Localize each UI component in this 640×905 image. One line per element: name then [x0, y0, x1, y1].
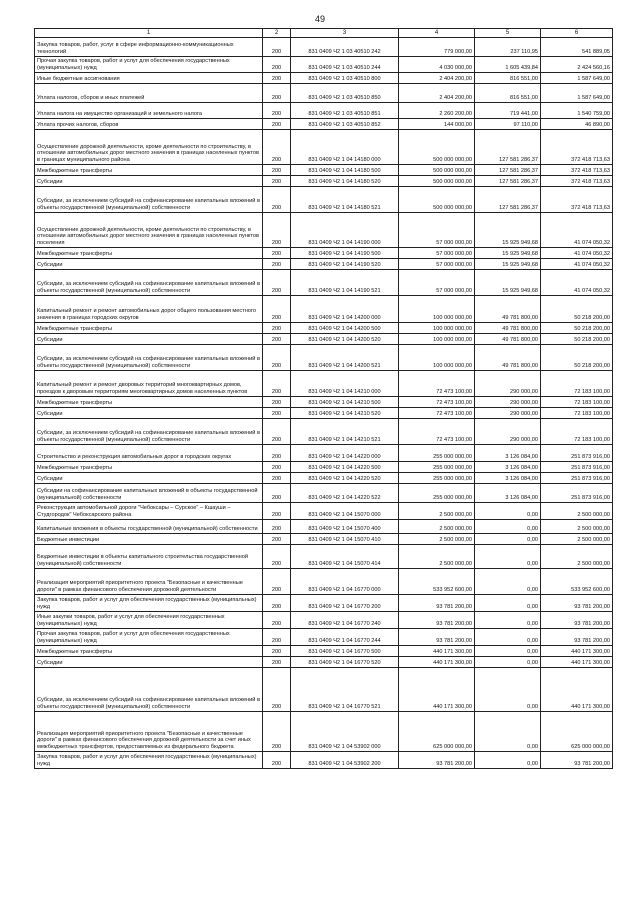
row-executed-amount-cell: 3 126 084,00	[475, 461, 541, 472]
row-line-code-cell: 200	[263, 472, 291, 483]
row-executed-amount-cell: 0,00	[475, 611, 541, 628]
row-line-code-cell: 200	[263, 164, 291, 175]
row-name-cell: Субсидии	[35, 656, 263, 667]
row-executed-amount-cell: 1 605 439,84	[475, 56, 541, 72]
row-unexecuted-amount-cell: 251 873 916,00	[541, 472, 613, 483]
row-executed-amount-cell: 719 441,00	[475, 102, 541, 118]
row-name-cell: Уплата налога на имущество организаций и земельного налога	[35, 102, 263, 118]
row-approved-amount-cell: 4 030 000,00	[399, 56, 475, 72]
row-unexecuted-amount-cell: 2 500 000,00	[541, 544, 613, 568]
table-row	[35, 322, 613, 333]
row-classification-code-cell: 831 0409 Ч2 1 04 16770 520	[291, 656, 399, 667]
row-approved-amount-cell: 500 000 000,00	[399, 129, 475, 164]
row-name-cell: Субсидии	[35, 258, 263, 269]
row-line-code-cell: 200	[263, 568, 291, 594]
row-approved-amount-cell: 440 171 300,00	[399, 656, 475, 667]
row-line-code-cell: 200	[263, 656, 291, 667]
row-name-cell: Межбюджетные трансферты	[35, 322, 263, 333]
row-executed-amount-cell: 127 581 286,37	[475, 164, 541, 175]
row-name-cell: Капитальные вложения в объекты государственной (муниципальной) собственности	[35, 519, 263, 533]
row-executed-amount-cell: 0,00	[475, 667, 541, 711]
row-name-cell: Межбюджетные трансферты	[35, 645, 263, 656]
row-approved-amount-cell: 625 000 000,00	[399, 711, 475, 751]
row-classification-code-cell: 831 0409 Ч2 1 04 16770 240	[291, 611, 399, 628]
row-approved-amount-cell: 500 000 000,00	[399, 164, 475, 175]
row-classification-code-cell: 831 0409 Ч2 1 04 14190 500	[291, 247, 399, 258]
row-executed-amount-cell: 15 925 949,68	[475, 258, 541, 269]
row-executed-amount-cell: 3 126 084,00	[475, 444, 541, 461]
row-line-code-cell: 200	[263, 186, 291, 212]
row-approved-amount-cell: 93 781 200,00	[399, 628, 475, 645]
table-row	[35, 628, 613, 645]
row-name-cell: Осуществление дорожной деятельности, кроме деятельности по строительству, в отношении автомобильных дорог местного значения в границах населенных пунктов в границах муниципального района	[35, 129, 263, 164]
row-classification-code-cell: 831 0409 Ч2 1 04 14180 500	[291, 164, 399, 175]
row-executed-amount-cell: 0,00	[475, 711, 541, 751]
row-line-code-cell: 200	[263, 129, 291, 164]
row-name-cell: Уплата налогов, сборов и иных платежей	[35, 83, 263, 102]
row-unexecuted-amount-cell: 372 418 713,63	[541, 129, 613, 164]
row-approved-amount-cell: 2 404 200,00	[399, 83, 475, 102]
row-unexecuted-amount-cell: 93 781 200,00	[541, 751, 613, 768]
row-unexecuted-amount-cell: 372 418 713,63	[541, 175, 613, 186]
table-row	[35, 533, 613, 544]
row-name-cell: Закупка товаров, работ и услуг для обеспечения государственных (муниципальных) нужд	[35, 594, 263, 611]
row-name-cell: Реализация мероприятий приоритетного проекта "Безопасные и качественные дороги" в рамках финансового обеспечения дорожной деятельности	[35, 568, 263, 594]
row-name-cell: Межбюджетные трансферты	[35, 247, 263, 258]
row-name-cell: Капитальный ремонт и ремонт автомобильных дорог общего пользования местного значения в границах городских округов	[35, 295, 263, 322]
table-row	[35, 407, 613, 418]
row-name-cell: Субсидии на софинансирование капитальных вложений в объекты государственной (муниципальной) собственности	[35, 483, 263, 502]
row-name-cell: Закупка товаров, работ и услуг для обеспечения государственных (муниципальных) нужд	[35, 751, 263, 768]
row-line-code-cell: 200	[263, 418, 291, 444]
row-executed-amount-cell: 3 126 084,00	[475, 483, 541, 502]
row-executed-amount-cell: 816 551,00	[475, 83, 541, 102]
row-executed-amount-cell: 127 581 286,37	[475, 175, 541, 186]
row-unexecuted-amount-cell: 41 074 050,32	[541, 212, 613, 247]
row-classification-code-cell: 831 0409 Ч2 1 04 15070 414	[291, 544, 399, 568]
row-name-cell: Уплата прочих налогов, сборов	[35, 118, 263, 129]
row-classification-code-cell: 831 0409 Ч2 1 04 14220 500	[291, 461, 399, 472]
row-unexecuted-amount-cell: 50 218 200,00	[541, 322, 613, 333]
row-line-code-cell: 200	[263, 295, 291, 322]
row-name-cell: Закупка товаров, работ, услуг в сфере информационно-коммуникационных технологий	[35, 37, 263, 56]
row-name-cell: Иные бюджетные ассигнования	[35, 72, 263, 83]
row-approved-amount-cell: 2 500 000,00	[399, 519, 475, 533]
row-classification-code-cell: 831 0409 Ч2 1 04 14220 520	[291, 472, 399, 483]
row-classification-code-cell: 831 0409 Ч2 1 04 14210 500	[291, 396, 399, 407]
row-approved-amount-cell: 57 000 000,00	[399, 258, 475, 269]
row-line-code-cell: 200	[263, 544, 291, 568]
table-row	[35, 247, 613, 258]
row-approved-amount-cell: 2 500 000,00	[399, 544, 475, 568]
row-name-cell: Капитальный ремонт и ремонт дворовых территорий многоквартирных домов, проездов к дворовым территориям многоквартирных домов населенных пунктов	[35, 370, 263, 396]
row-name-cell: Субсидии	[35, 407, 263, 418]
row-line-code-cell: 200	[263, 611, 291, 628]
table-row	[35, 258, 613, 269]
table-row	[35, 594, 613, 611]
table-row	[35, 544, 613, 568]
row-approved-amount-cell: 2 404 200,00	[399, 72, 475, 83]
row-classification-code-cell: 831 0409 Ч2 1 04 15070 410	[291, 533, 399, 544]
row-executed-amount-cell: 237 110,95	[475, 37, 541, 56]
row-executed-amount-cell: 290 000,00	[475, 418, 541, 444]
budget-table	[34, 28, 613, 769]
row-approved-amount-cell: 100 000 000,00	[399, 344, 475, 370]
table-row	[35, 444, 613, 461]
table-row	[35, 502, 613, 519]
row-approved-amount-cell: 93 781 200,00	[399, 751, 475, 768]
table-row	[35, 164, 613, 175]
row-approved-amount-cell: 93 781 200,00	[399, 594, 475, 611]
row-line-code-cell: 200	[263, 628, 291, 645]
row-classification-code-cell: 831 0409 Ч2 1 03 40510 242	[291, 37, 399, 56]
row-approved-amount-cell: 500 000 000,00	[399, 186, 475, 212]
row-line-code-cell: 200	[263, 667, 291, 711]
row-executed-amount-cell: 0,00	[475, 568, 541, 594]
table-row	[35, 295, 613, 322]
table-row	[35, 175, 613, 186]
row-line-code-cell: 200	[263, 212, 291, 247]
row-classification-code-cell: 831 0409 Ч2 1 04 15070 000	[291, 502, 399, 519]
row-name-cell: Субсидии, за исключением субсидий на софинансирование капитальных вложений в объекты государственной (муниципальной) собственности	[35, 344, 263, 370]
row-classification-code-cell: 831 0409 Ч2 1 04 14210 521	[291, 418, 399, 444]
table-row	[35, 645, 613, 656]
row-approved-amount-cell: 440 171 300,00	[399, 667, 475, 711]
row-name-cell: Субсидии, за исключением субсидий на софинансирование капитальных вложений в объекты государственной (муниципальной) собственности	[35, 418, 263, 444]
header-cell: 4	[399, 29, 475, 38]
row-executed-amount-cell: 15 925 949,68	[475, 212, 541, 247]
row-approved-amount-cell: 100 000 000,00	[399, 295, 475, 322]
row-executed-amount-cell: 49 781 800,00	[475, 295, 541, 322]
row-classification-code-cell: 831 0409 Ч2 1 04 14200 520	[291, 333, 399, 344]
row-line-code-cell: 200	[263, 72, 291, 83]
row-executed-amount-cell: 0,00	[475, 751, 541, 768]
row-name-cell: Иные закупки товаров, работ и услуг для обеспечения государственных (муниципальных) нужд	[35, 611, 263, 628]
row-line-code-cell: 200	[263, 333, 291, 344]
row-classification-code-cell: 831 0409 Ч2 1 04 14210 520	[291, 407, 399, 418]
row-executed-amount-cell: 49 781 800,00	[475, 333, 541, 344]
row-unexecuted-amount-cell: 251 873 916,00	[541, 461, 613, 472]
row-unexecuted-amount-cell: 2 500 000,00	[541, 502, 613, 519]
row-executed-amount-cell: 290 000,00	[475, 370, 541, 396]
row-unexecuted-amount-cell: 41 074 050,32	[541, 269, 613, 295]
row-name-cell: Субсидии, за исключением субсидий на софинансирование капитальных вложений в объекты государственной (муниципальной) собственности	[35, 667, 263, 711]
row-approved-amount-cell: 255 000 000,00	[399, 461, 475, 472]
row-name-cell: Межбюджетные трансферты	[35, 164, 263, 175]
row-line-code-cell: 200	[263, 594, 291, 611]
row-unexecuted-amount-cell: 2 500 000,00	[541, 519, 613, 533]
row-unexecuted-amount-cell: 93 781 200,00	[541, 628, 613, 645]
row-line-code-cell: 200	[263, 37, 291, 56]
table-row	[35, 656, 613, 667]
row-executed-amount-cell: 0,00	[475, 533, 541, 544]
row-executed-amount-cell: 290 000,00	[475, 396, 541, 407]
row-unexecuted-amount-cell: 93 781 200,00	[541, 594, 613, 611]
header-row	[35, 29, 613, 38]
row-name-cell: Прочая закупка товаров, работ и услуг для обеспечения государственных (муниципальных) нужд	[35, 56, 263, 72]
row-executed-amount-cell: 127 581 286,37	[475, 129, 541, 164]
row-classification-code-cell: 831 0409 Ч2 1 04 53902 000	[291, 711, 399, 751]
row-executed-amount-cell: 0,00	[475, 628, 541, 645]
table-row	[35, 186, 613, 212]
row-line-code-cell: 200	[263, 322, 291, 333]
row-unexecuted-amount-cell: 72 183 100,00	[541, 396, 613, 407]
row-name-cell: Бюджетные инвестиции в объекты капитального строительства государственной (муниципальной) собственности	[35, 544, 263, 568]
table-row	[35, 396, 613, 407]
row-name-cell: Строительство и реконструкция автомобильных дорог в городских округах	[35, 444, 263, 461]
row-line-code-cell: 200	[263, 711, 291, 751]
row-classification-code-cell: 831 0409 Ч2 1 04 14190 521	[291, 269, 399, 295]
table-row	[35, 711, 613, 751]
row-unexecuted-amount-cell: 46 890,00	[541, 118, 613, 129]
row-unexecuted-amount-cell: 1 587 649,00	[541, 83, 613, 102]
table-row	[35, 751, 613, 768]
header-cell: 3	[291, 29, 399, 38]
row-approved-amount-cell: 57 000 000,00	[399, 212, 475, 247]
row-line-code-cell: 200	[263, 461, 291, 472]
table-row	[35, 129, 613, 164]
row-line-code-cell: 200	[263, 258, 291, 269]
page-number: 49	[314, 14, 325, 24]
row-unexecuted-amount-cell: 50 218 200,00	[541, 344, 613, 370]
row-approved-amount-cell: 93 781 200,00	[399, 611, 475, 628]
row-approved-amount-cell: 72 473 100,00	[399, 407, 475, 418]
row-unexecuted-amount-cell: 72 183 100,00	[541, 407, 613, 418]
row-line-code-cell: 200	[263, 83, 291, 102]
table-row	[35, 568, 613, 594]
row-line-code-cell: 200	[263, 102, 291, 118]
row-classification-code-cell: 831 0409 Ч2 1 04 14220 000	[291, 444, 399, 461]
row-line-code-cell: 200	[263, 407, 291, 418]
table-row	[35, 461, 613, 472]
row-approved-amount-cell: 533 952 600,00	[399, 568, 475, 594]
header-cell: 1	[35, 29, 263, 38]
row-classification-code-cell: 831 0409 Ч2 1 04 14190 520	[291, 258, 399, 269]
row-unexecuted-amount-cell: 2 424 560,16	[541, 56, 613, 72]
row-unexecuted-amount-cell: 440 171 300,00	[541, 667, 613, 711]
row-line-code-cell: 200	[263, 502, 291, 519]
row-executed-amount-cell: 0,00	[475, 519, 541, 533]
row-unexecuted-amount-cell: 372 418 713,63	[541, 186, 613, 212]
row-executed-amount-cell: 15 925 949,68	[475, 269, 541, 295]
row-approved-amount-cell: 779 000,00	[399, 37, 475, 56]
row-unexecuted-amount-cell: 93 781 200,00	[541, 611, 613, 628]
row-line-code-cell: 200	[263, 247, 291, 258]
row-line-code-cell: 200	[263, 269, 291, 295]
row-line-code-cell: 200	[263, 751, 291, 768]
row-unexecuted-amount-cell: 440 171 300,00	[541, 645, 613, 656]
row-executed-amount-cell: 0,00	[475, 544, 541, 568]
row-classification-code-cell: 831 0409 Ч2 1 04 14180 520	[291, 175, 399, 186]
table-row	[35, 56, 613, 72]
row-name-cell: Субсидии	[35, 175, 263, 186]
row-name-cell: Осуществление дорожной деятельности, кроме деятельности по строительству, в отношении автомобильных дорог местного значения в границах населенных пунктов поселения	[35, 212, 263, 247]
row-approved-amount-cell: 2 500 000,00	[399, 502, 475, 519]
row-executed-amount-cell: 15 925 949,68	[475, 247, 541, 258]
row-classification-code-cell: 831 0409 Ч2 1 04 14200 521	[291, 344, 399, 370]
row-approved-amount-cell: 2 500 000,00	[399, 533, 475, 544]
row-executed-amount-cell: 0,00	[475, 656, 541, 667]
row-executed-amount-cell: 0,00	[475, 645, 541, 656]
row-classification-code-cell: 831 0409 Ч2 1 04 16770 200	[291, 594, 399, 611]
row-name-cell: Субсидии, за исключением субсидий на софинансирование капитальных вложений в объекты государственной (муниципальной) собственности	[35, 186, 263, 212]
row-classification-code-cell: 831 0409 Ч2 1 04 14210 000	[291, 370, 399, 396]
row-approved-amount-cell: 72 473 100,00	[399, 370, 475, 396]
header-cell: 6	[541, 29, 613, 38]
row-approved-amount-cell: 255 000 000,00	[399, 483, 475, 502]
row-approved-amount-cell: 440 171 300,00	[399, 645, 475, 656]
row-unexecuted-amount-cell: 2 500 000,00	[541, 533, 613, 544]
table-row	[35, 212, 613, 247]
row-unexecuted-amount-cell: 625 000 000,00	[541, 711, 613, 751]
row-approved-amount-cell: 72 473 100,00	[399, 418, 475, 444]
row-executed-amount-cell: 0,00	[475, 502, 541, 519]
row-executed-amount-cell: 49 781 800,00	[475, 322, 541, 333]
row-line-code-cell: 200	[263, 370, 291, 396]
row-classification-code-cell: 831 0409 Ч2 1 03 40510 244	[291, 56, 399, 72]
table-row	[35, 344, 613, 370]
row-line-code-cell: 200	[263, 483, 291, 502]
row-executed-amount-cell: 816 551,00	[475, 72, 541, 83]
row-approved-amount-cell: 255 000 000,00	[399, 472, 475, 483]
row-classification-code-cell: 831 0409 Ч2 1 04 14200 500	[291, 322, 399, 333]
table-row	[35, 611, 613, 628]
row-unexecuted-amount-cell: 50 218 200,00	[541, 333, 613, 344]
row-approved-amount-cell: 100 000 000,00	[399, 333, 475, 344]
row-line-code-cell: 200	[263, 175, 291, 186]
row-classification-code-cell: 831 0409 Ч2 1 04 16770 500	[291, 645, 399, 656]
table-row	[35, 118, 613, 129]
row-name-cell: Субсидии, за исключением субсидий на софинансирование капитальных вложений в объекты государственной (муниципальной) собственности	[35, 269, 263, 295]
row-unexecuted-amount-cell: 41 074 050,32	[541, 247, 613, 258]
row-name-cell: Межбюджетные трансферты	[35, 396, 263, 407]
row-line-code-cell: 200	[263, 645, 291, 656]
row-line-code-cell: 200	[263, 444, 291, 461]
row-approved-amount-cell: 500 000 000,00	[399, 175, 475, 186]
header-cell: 2	[263, 29, 291, 38]
row-classification-code-cell: 831 0409 Ч2 1 04 16770 000	[291, 568, 399, 594]
row-classification-code-cell: 831 0409 Ч2 1 04 14220 522	[291, 483, 399, 502]
row-line-code-cell: 200	[263, 344, 291, 370]
row-line-code-cell: 200	[263, 519, 291, 533]
table-row	[35, 37, 613, 56]
row-executed-amount-cell: 290 000,00	[475, 407, 541, 418]
row-unexecuted-amount-cell: 533 952 600,00	[541, 568, 613, 594]
row-approved-amount-cell: 2 260 200,00	[399, 102, 475, 118]
row-unexecuted-amount-cell: 440 171 300,00	[541, 656, 613, 667]
table-row	[35, 269, 613, 295]
row-executed-amount-cell: 49 781 800,00	[475, 344, 541, 370]
row-unexecuted-amount-cell: 1 540 759,00	[541, 102, 613, 118]
row-classification-code-cell: 831 0409 Ч2 1 04 15070 400	[291, 519, 399, 533]
row-line-code-cell: 200	[263, 56, 291, 72]
row-classification-code-cell: 831 0409 Ч2 1 04 53902 200	[291, 751, 399, 768]
row-name-cell: Межбюджетные трансферты	[35, 461, 263, 472]
table-row	[35, 83, 613, 102]
row-name-cell: Субсидии	[35, 472, 263, 483]
row-classification-code-cell: 831 0409 Ч2 1 04 14180 000	[291, 129, 399, 164]
row-approved-amount-cell: 100 000 000,00	[399, 322, 475, 333]
header-cell: 5	[475, 29, 541, 38]
row-classification-code-cell: 831 0409 Ч2 1 04 16770 521	[291, 667, 399, 711]
row-approved-amount-cell: 72 473 100,00	[399, 396, 475, 407]
row-classification-code-cell: 831 0409 Ч2 1 04 14180 521	[291, 186, 399, 212]
table-body	[35, 37, 613, 768]
row-executed-amount-cell: 0,00	[475, 594, 541, 611]
row-classification-code-cell: 831 0409 Ч2 1 04 16770 244	[291, 628, 399, 645]
row-classification-code-cell: 831 0409 Ч2 1 04 14190 000	[291, 212, 399, 247]
row-approved-amount-cell: 255 000 000,00	[399, 444, 475, 461]
row-executed-amount-cell: 97 110,00	[475, 118, 541, 129]
row-line-code-cell: 200	[263, 533, 291, 544]
row-unexecuted-amount-cell: 251 873 916,00	[541, 444, 613, 461]
row-unexecuted-amount-cell: 541 889,05	[541, 37, 613, 56]
row-line-code-cell: 200	[263, 396, 291, 407]
row-unexecuted-amount-cell: 72 183 100,00	[541, 418, 613, 444]
table-row	[35, 72, 613, 83]
row-unexecuted-amount-cell: 41 074 050,32	[541, 258, 613, 269]
table-row	[35, 667, 613, 711]
row-unexecuted-amount-cell: 372 418 713,63	[541, 164, 613, 175]
table-row	[35, 102, 613, 118]
row-classification-code-cell: 831 0409 Ч2 1 03 40510 850	[291, 83, 399, 102]
row-name-cell: Прочая закупка товаров, работ и услуг для обеспечения государственных (муниципальных) нужд	[35, 628, 263, 645]
row-name-cell: Бюджетные инвестиции	[35, 533, 263, 544]
table-row	[35, 483, 613, 502]
table-row	[35, 519, 613, 533]
table-row	[35, 418, 613, 444]
row-name-cell: Реализация мероприятий приоритетного проекта "Безопасные и качественные дороги" в рамках финансового обеспечения дорожной деятельности за счет иных межбюджетных трансфертов, предоставляемых из федерального бюджета	[35, 711, 263, 751]
row-executed-amount-cell: 3 126 084,00	[475, 472, 541, 483]
row-classification-code-cell: 831 0409 Ч2 1 03 40510 800	[291, 72, 399, 83]
row-approved-amount-cell: 57 000 000,00	[399, 247, 475, 258]
row-unexecuted-amount-cell: 1 587 649,00	[541, 72, 613, 83]
table-row	[35, 472, 613, 483]
row-line-code-cell: 200	[263, 118, 291, 129]
row-unexecuted-amount-cell: 50 218 200,00	[541, 295, 613, 322]
row-classification-code-cell: 831 0409 Ч2 1 03 40510 851	[291, 102, 399, 118]
row-classification-code-cell: 831 0409 Ч2 1 03 40510 852	[291, 118, 399, 129]
table-row	[35, 333, 613, 344]
table-row	[35, 370, 613, 396]
row-name-cell: Субсидии	[35, 333, 263, 344]
row-unexecuted-amount-cell: 72 183 100,00	[541, 370, 613, 396]
row-unexecuted-amount-cell: 251 873 916,00	[541, 483, 613, 502]
row-executed-amount-cell: 127 581 286,37	[475, 186, 541, 212]
row-name-cell: Реконструкция автомобильной дороги "Чебоксары – Сурское" – Кшауши – Студгородок" Чебоксарского района	[35, 502, 263, 519]
row-approved-amount-cell: 57 000 000,00	[399, 269, 475, 295]
row-classification-code-cell: 831 0409 Ч2 1 04 14200 000	[291, 295, 399, 322]
row-approved-amount-cell: 144 000,00	[399, 118, 475, 129]
